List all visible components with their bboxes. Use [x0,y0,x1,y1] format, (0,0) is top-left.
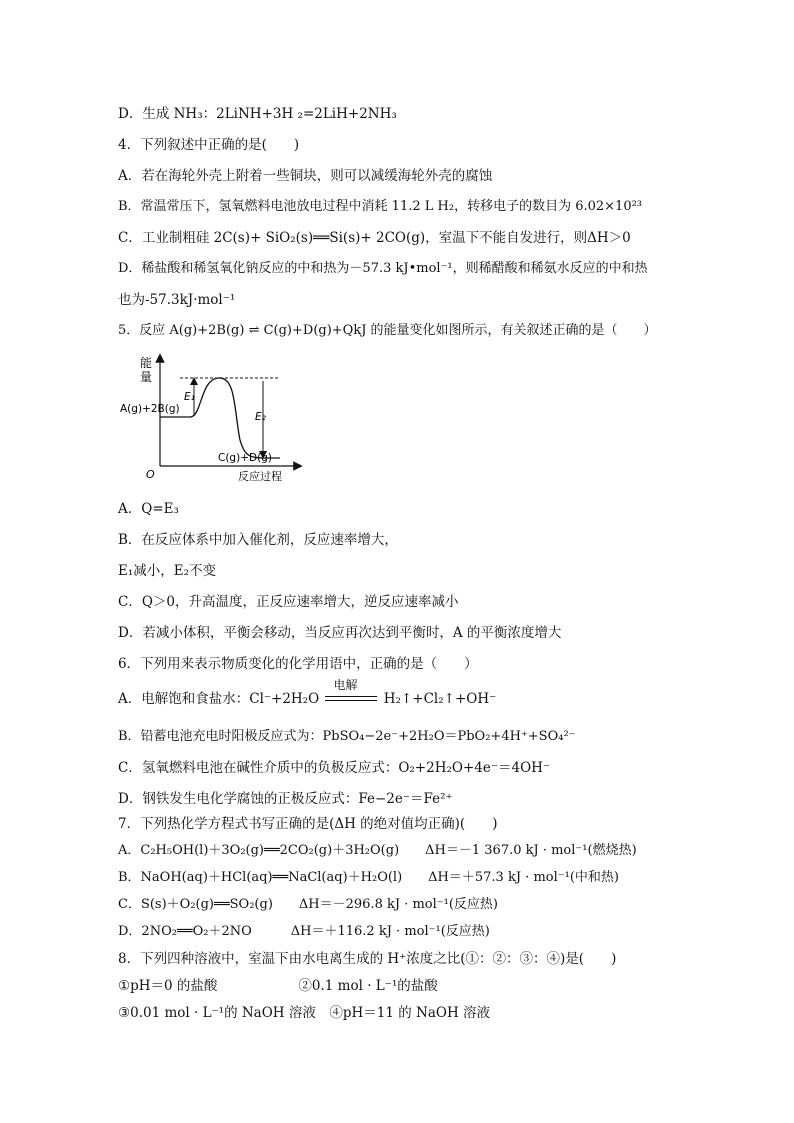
origin-label: O [146,468,155,481]
q4-option-a: A．若在海轮外壳上附着一些铜块，则可以减缓海轮外壳的腐蚀 [118,168,493,184]
q8-items-1-2: ①pH＝0 的盐酸 ②0.1 mol · L⁻¹的盐酸 [118,978,438,994]
q7-option-b: B．NaOH(aq)＋HCl(aq)══NaCl(aq)＋H₂O(l) ΔH＝＋57.3 kJ · mol⁻¹(中和热) [118,870,619,885]
q5-option-b-cont: E₁减小，E₂不变 [118,563,217,579]
q8-items-3-4: ③0.01 mol · L⁻¹的 NaOH 溶液 ④pH＝11 的 NaOH 溶液 [118,1005,491,1021]
q5-option-b: B．在反应体系中加入催化剂，反应速率增大， [118,532,398,548]
e1-label: E₁ [184,391,195,403]
electrolysis-arrow [325,678,377,708]
q6-option-a [118,678,497,708]
q4-option-c: C．工业制粗硅 2C(s)+ SiO₂(s)══Si(s)+ 2CO(g)，室温下不能自发进行，则ΔH＞0 [118,230,631,246]
question-4-stem: 4．下列叙述中正确的是( ) [118,137,300,153]
q6-option-c: C．氢氧燃料电池在碱性介质中的负极反应式：O₂+2H₂O+4e⁻＝4OH⁻ [118,760,551,776]
electrolysis-label: 电解 [333,678,358,692]
q4-option-d-cont: 也为-57.3kJ·mol⁻¹ [118,292,236,308]
q5-option-c: C．Q＞0，升高温度，正反应速率增大，逆反应速率减小 [118,594,459,610]
q6-a-left: A．电解饱和食盐水：Cl⁻+2H₂O [118,691,320,707]
y-axis-label-2: 量 [140,370,153,384]
e2-label: E₂ [255,411,266,423]
question-7-stem: 7．下列热化学方程式书写正确的是(ΔH 的绝对值均正确)( ) [118,816,498,832]
line-d-option: D．生成 NH₃：2LiNH+3H ₂=2LiH+2NH₃ [118,106,397,122]
q7-option-a: A．C₂H₅OH(l)＋3O₂(g)══2CO₂(g)＋3H₂O(g) ΔH＝－1 367.0 kJ · mol⁻¹(燃烧热) [118,843,637,858]
q6-option-b: B．铅蓄电池充电时阳极反应式为：PbSO₄−2e⁻+2H₂O＝PbO₂+4H⁺+SO₄²⁻ [118,729,576,744]
energy-diagram [118,350,303,485]
question-5-stem: 5．反应 A(g)+2B(g) ⇌ C(g)+D(g)+QkJ 的能量变化如图所示，有关叙述正确的是（ ） [118,323,657,338]
products-label: C(g)+D(g) [218,452,272,464]
question-8-stem: 8．下列四种溶液中，室温下由水电离生成的 H⁺浓度之比(①：②：③：④)是( ) [118,951,617,967]
q6-a-right: H₂↑+Cl₂↑+OH⁻ [383,691,497,707]
q7-option-d: D．2NO₂══O₂＋2NO ΔH＝＋116.2 kJ · mol⁻¹(反应热) [118,924,490,939]
question-6-stem: 6．下列用来表示物质变化的化学用语中，正确的是（ ） [118,656,478,672]
q4-option-d: D．稀盐酸和稀氢氧化钠反应的中和热为－57.3 kJ•mol⁻¹，则稀醋酸和稀氨水反应的中和热 [118,261,648,276]
q4-option-b: B．常温常压下，氢氧燃料电池放电过程中消耗 11.2 L H₂，转移电子的数目为 6.02×10²³ [118,199,643,214]
reactants-label: A(g)+2B(g) [120,403,180,415]
q5-option-d: D．若减小体积，平衡会移动，当反应再次达到平衡时，A 的平衡浓度增大 [118,625,562,641]
x-axis-label: 反应过程 [238,470,282,483]
y-axis-label-1: 能 [140,356,153,370]
q5-option-a: A．Q=E₃ [118,501,179,517]
q7-option-c: C．S(s)＋O₂(g)══SO₂(g) ΔH＝－296.8 kJ · mol⁻¹(反应热) [118,897,498,912]
q6-option-d: D．钢铁发生电化学腐蚀的正极反应式：Fe−2e⁻＝Fe²⁺ [118,791,453,807]
